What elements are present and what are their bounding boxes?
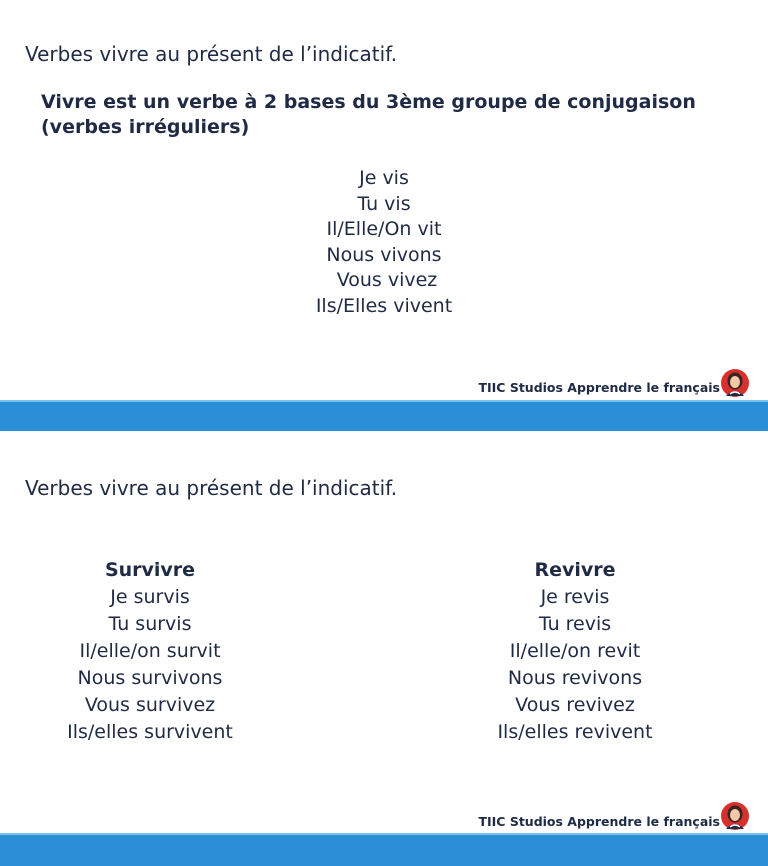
conjugation-line: Ils/Elles vivent [315,294,453,317]
footer-bar [0,833,768,866]
slide-heading: Verbes vivre au présent de l’indicatif. [25,476,398,500]
tiic-avatar-logo-icon [720,799,750,833]
footer-bar [0,400,768,433]
conjugation-line: Vous survivez [84,694,216,716]
slide-subtitle: Vivre est un verbe à 2 bases du 3ème groupe de conjugaison (verbes irréguliers) [41,91,696,138]
tiic-avatar-logo-icon [720,366,750,400]
conjugation-line: Vous revivez [515,694,635,716]
conjugation-line: Ils/elles revivent [497,721,653,743]
conjugation-column-revivre [425,557,725,746]
conjugation-line: Nous vivons [326,243,442,266]
conjugation-line: Il/elle/on revit [509,640,641,662]
conjugation-line: Tu revis [538,613,612,635]
column-title: Survivre [104,559,196,581]
conjugation-line: Je survis [110,586,190,608]
conjugation-line: Tu survis [108,613,192,635]
brand-label: TIIC Studios Apprendre le français [478,380,720,395]
conjugation-line: Je vis [359,167,409,189]
conjugation-line: Il/elle/on survit [79,640,221,662]
slide-2 [0,433,768,866]
conjugation-list [0,166,768,319]
brand-label: TIIC Studios Apprendre le français [478,814,720,829]
conjugation-column-survivre [0,557,300,746]
conjugation-line: Tu vis [357,192,411,215]
slide-heading: Verbes vivre au présent de l’indicatif. [25,42,398,66]
conjugation-line: Vous vivez [336,269,438,291]
conjugation-line: Je revis [540,586,610,608]
conjugation-line: Ils/elles survivent [67,721,233,743]
conjugation-line: Nous survivons [77,667,223,689]
conjugation-line: Nous revivons [507,667,643,689]
column-title: Revivre [534,559,616,581]
conjugation-line: Il/Elle/On vit [326,218,442,240]
